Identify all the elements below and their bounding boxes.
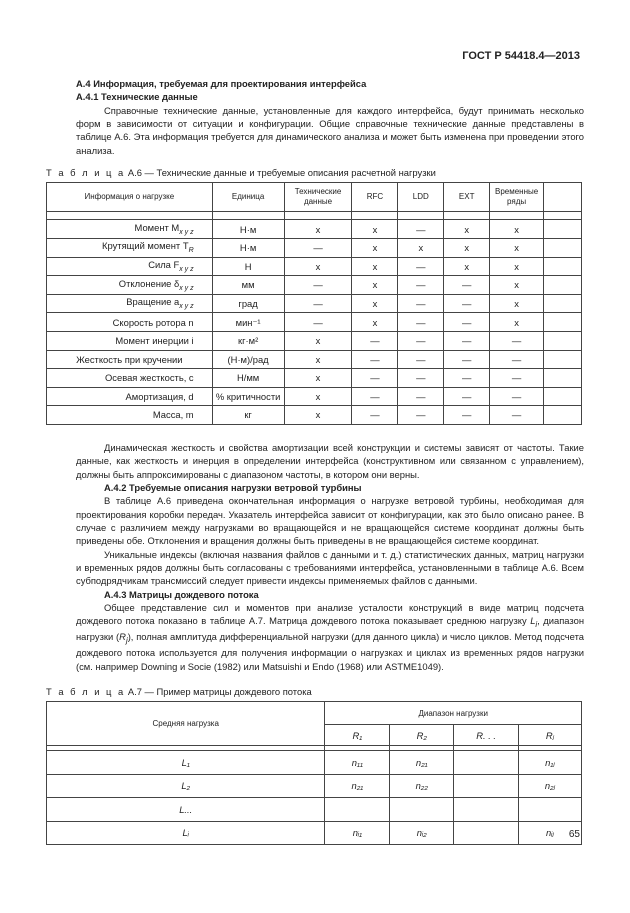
table-a6-cell: — (398, 257, 444, 276)
table-a6-body (47, 212, 582, 425)
table-a6-header-row (47, 183, 582, 212)
table-a6-empty-cell (544, 331, 582, 350)
table-a6-cell: — (352, 369, 398, 388)
section-a4-title: А.4 Информация, требуемая для проектирования интерфейса (76, 78, 367, 89)
table-a6-cell: — (352, 387, 398, 406)
table-a7-header-row (47, 702, 582, 725)
table-a6-caption-prefix: Т а б л и ц а (46, 167, 126, 179)
table-a7-header-mean-load: Средняя нагрузка (47, 702, 325, 746)
table-a7-header-load-range: Диапазон нагрузки (325, 702, 582, 725)
table-a7-cell: n₂ⱼ (519, 774, 582, 798)
table-a7-cell (454, 751, 519, 775)
table-a7-row (47, 751, 582, 775)
table-a7-cell: n₁ⱼ (519, 751, 582, 775)
table-a6-cell: — (398, 276, 444, 295)
table-a6-label-cell (47, 276, 213, 295)
page-number: 65 (568, 829, 580, 840)
table-a6-empty-cell (544, 257, 582, 276)
table-a6-cell: — (284, 294, 352, 313)
table-a6-label-subscript: x y z (179, 265, 194, 273)
table-a6-cell: x (284, 220, 352, 239)
page-content (46, 77, 584, 845)
table-a6-caption-text: А.6 — Технические данные и требуемые описания расчетной нагрузки (125, 167, 436, 179)
table-a6-caption (46, 166, 584, 179)
table-a6-cell: x (444, 257, 490, 276)
table-a6-header: EXT (444, 183, 490, 212)
table-a7-col: Rⱼ (519, 725, 582, 746)
table-a6-cell: — (444, 276, 490, 295)
table-a7-cell: n₁₁ (325, 751, 390, 775)
table-a7-label: L₁ (47, 751, 325, 775)
table-a6-cell: x (284, 369, 352, 388)
table-a6-empty-cell (544, 239, 582, 258)
table-a7-row (47, 821, 582, 845)
table-a6-cell: x (352, 239, 398, 258)
table-a6-cell: x (490, 257, 544, 276)
table-a6-label-cell (47, 406, 213, 425)
after-a6-paragraph: Динамическая жесткость и свойства амортизации всей конструкции и системы зависят от частоты. Такие данные, как жесткость и инерция в определении интерфейса (конструктивном или связанном с управлением), должны быть аппроксимированы с диапазоном частоты, в котором они верны. (76, 441, 584, 480)
table-a7 (46, 701, 582, 845)
table-a6-cell: — (444, 313, 490, 332)
table-a6-cell: x (284, 387, 352, 406)
table-a6-header: Единица (212, 183, 284, 212)
table-a6-label: Жесткость при кручении (76, 353, 183, 365)
section-a42-paragraph-1: В таблице А.6 приведена окончательная информация о нагрузке ветровой турбины, необходимая для проектирования коробки передач. Указатель интерфейса зависит от конфигурации, как это было описано ранее. В случае с различием между нагрузками во вращающейся и не вращающейся системе координат должны быть приведены обе. Отклонения и вращения должны быть приведены в не вращающейся системе координат. (76, 495, 584, 547)
section-a41-paragraph: Справочные технические данные, установленные для каждого интерфейса, будут принимать несколько форм в зависимости от ситуации и конфигурации. Общие справочные технические данные представлены в таблице А.6. Эта информация требуется для динамического анализа и может быть изменена при проведении этого анализа. (76, 104, 584, 156)
table-a6-unit: кг (212, 406, 284, 425)
table-a6-cell: — (490, 369, 544, 388)
table-a6-row (47, 369, 582, 388)
table-a6-cell: — (444, 387, 490, 406)
table-a7-cell: n₂₁ (390, 751, 454, 775)
table-a6-empty-cell (544, 220, 582, 239)
table-a6-cell: — (398, 313, 444, 332)
table-a7-row (47, 798, 582, 822)
table-a6-cell: — (490, 387, 544, 406)
table-a6-label: Момент M (134, 221, 180, 233)
table-a6-cell: — (490, 350, 544, 369)
table-a6-spacer-row (47, 212, 582, 220)
table-a6-row (47, 331, 582, 350)
table-a6-header: Технические данные (284, 183, 352, 212)
table-a6-cell: — (444, 331, 490, 350)
table-a6-cell: — (398, 220, 444, 239)
table-a6-cell: x (490, 239, 544, 258)
table-a7-caption (46, 685, 584, 698)
table-a6-cell: — (284, 239, 352, 258)
table-a6-cell: — (444, 350, 490, 369)
table-a6-unit: мин⁻¹ (212, 313, 284, 332)
table-a6-cell: — (284, 276, 352, 295)
table-a7-cell: nᵢⱼ (519, 821, 582, 845)
table-a6-cell: x (352, 294, 398, 313)
table-a7-label: L₂ (47, 774, 325, 798)
table-a6-label: Масса, m (152, 409, 194, 421)
table-a6-header: Информация о нагрузке (47, 183, 213, 212)
table-a6-cell: — (284, 313, 352, 332)
table-a6-cell: x (490, 220, 544, 239)
table-a7-cell (390, 798, 454, 822)
table-a6-unit: кг·м² (212, 331, 284, 350)
table-a6-empty-cell (544, 387, 582, 406)
table-a6-cell: x (352, 313, 398, 332)
table-a6-cell: — (444, 369, 490, 388)
table-a6-cell: x (352, 257, 398, 276)
table-a6-empty-cell (544, 350, 582, 369)
table-a6-row (47, 387, 582, 406)
table-a7-cell (454, 798, 519, 822)
table-a6-empty-cell (544, 294, 582, 313)
table-a6-cell: x (444, 220, 490, 239)
table-a6-unit: Н·м (212, 239, 284, 258)
table-a6-label-cell (47, 350, 213, 369)
table-a6-unit: Н/мм (212, 369, 284, 388)
table-a6-row (47, 294, 582, 313)
table-a6-row (47, 313, 582, 332)
table-a6-unit: (Н·м)/рад (212, 350, 284, 369)
table-a6-row (47, 276, 582, 295)
table-a7-cell: nᵢ₁ (325, 821, 390, 845)
table-a6-cell: x (490, 276, 544, 295)
section-a42-title: А.4.2 Требуемые описания нагрузки ветровой турбины (104, 481, 362, 493)
table-a6-unit: Н·м (212, 220, 284, 239)
table-a7-label: L... (47, 798, 325, 822)
section-a43-paragraph: Общее представление сил и моментов при анализе усталости конструкций в виде матриц подсчета дождевого потока показано в таблице А.7. Матрица дождевого потока показывает среднюю нагрузку $L_i$, диапазон нагрузки $(R_j)$, полная амплитуда дифференциальной нагрузки (для данного цикла) и число циклов. Метод подсчета дождевого потока используется для получения информации о нагрузках и циклах из временных рядов нагрузки (см. например Downing и Socie (1982) или Matsuishi и Endo (1968) или ASTME1049). (76, 602, 584, 672)
table-a7-cell: n₂₂ (390, 774, 454, 798)
section-a41-title: А.4.1 Технические данные (76, 91, 198, 103)
table-a6-empty-cell (544, 276, 582, 295)
table-a6-cell: x (284, 331, 352, 350)
table-a7-row (47, 774, 582, 798)
table-a6-label-subscript: x y z (179, 284, 194, 292)
table-a6-row (47, 350, 582, 369)
table-a6-cell: x (490, 313, 544, 332)
table-a6-label-cell (47, 257, 213, 276)
table-a6-cell: — (398, 350, 444, 369)
table-a6 (46, 182, 582, 425)
table-a6-label-subscript: R (188, 247, 194, 255)
table-a6-row (47, 257, 582, 276)
table-a7-cell (325, 798, 390, 822)
table-a7-cell (454, 774, 519, 798)
document-code: ГОСТ Р 54418.4—2013 (462, 50, 580, 62)
table-a6-row (47, 239, 582, 258)
table-a6-empty-cell (544, 406, 582, 425)
table-a6-cell: x (352, 276, 398, 295)
table-a6-cell: — (444, 406, 490, 425)
table-a6-unit: град (212, 294, 284, 313)
table-a7-cell: n₂₁ (325, 774, 390, 798)
table-a6-cell: — (398, 406, 444, 425)
table-a6-unit: мм (212, 276, 284, 295)
table-a6-cell: — (398, 387, 444, 406)
table-a6-cell: — (444, 294, 490, 313)
table-a6-label-cell (47, 387, 213, 406)
table-a6-label-cell (47, 331, 213, 350)
table-a6-cell: — (352, 350, 398, 369)
table-a7-col: R₁ (325, 725, 390, 746)
table-a6-cell: — (352, 331, 398, 350)
table-a6-label-subscript: x y z (179, 303, 194, 311)
table-a6-header: LDD (398, 183, 444, 212)
section-a42-paragraph-2: Уникальные индексы (включая названия файлов с данными и т. д.) статистических данных, матриц нагрузки и временных рядов должны быть согласованы с требованиями интерфейса, установленными в таблице А.6. Всем субподрядчикам трансмиссий следует привести индексы применяемых файлов с данными. (76, 548, 584, 587)
table-a7-body (47, 746, 582, 845)
table-a6-cell: x (352, 220, 398, 239)
table-a6-cell: x (284, 257, 352, 276)
table-a6-cell: x (490, 294, 544, 313)
table-a6-label-cell (47, 313, 213, 332)
table-a6-cell: — (398, 369, 444, 388)
table-a6-label: Сила F (148, 258, 180, 270)
table-a6-unit: % критичности (212, 387, 284, 406)
table-a6-cell: x (398, 239, 444, 258)
table-a6-cell: — (490, 331, 544, 350)
section-a43-title: А.4.3 Матрицы дождевого потока (104, 588, 259, 600)
table-a6-cell: — (490, 406, 544, 425)
table-a6-label: Отклонение δ (118, 277, 180, 289)
table-a6-cell: — (398, 331, 444, 350)
table-a7-cell (519, 798, 582, 822)
table-a6-cell: x (284, 350, 352, 369)
table-a6-empty-cell (544, 369, 582, 388)
table-a6-header-empty (544, 183, 582, 212)
table-a6-label: Осевая жесткость, с (105, 372, 194, 384)
table-a6-cell: — (352, 406, 398, 425)
table-a7-col: R. . . (454, 725, 519, 746)
table-a6-row (47, 220, 582, 239)
table-a6-label-cell (47, 294, 213, 313)
table-a6-label-cell (47, 239, 213, 258)
table-a6-cell: x (444, 239, 490, 258)
table-a6-label: Амортизация, d (125, 390, 194, 402)
table-a6-header: Временные ряды (490, 183, 544, 212)
table-a7-caption-text: А.7 — Пример матрицы дождевого потока (125, 686, 312, 698)
table-a6-label: Крутящий момент T (102, 240, 189, 252)
table-a6-label-cell (47, 220, 213, 239)
table-a6-label: Скорость ротора n (112, 316, 194, 328)
table-a7-cell: nᵢ₂ (390, 821, 454, 845)
table-a6-label: Вращение a (126, 296, 180, 308)
table-a6-cell: — (398, 294, 444, 313)
table-a6-row (47, 406, 582, 425)
table-a6-label: Момент инерции i (115, 335, 194, 347)
table-a6-cell: x (284, 406, 352, 425)
table-a6-empty-cell (544, 313, 582, 332)
table-a7-caption-prefix: Т а б л и ц а (46, 686, 126, 698)
table-a7-cell (454, 821, 519, 845)
table-a7-label: Lᵢ (47, 821, 325, 845)
table-a6-label-subscript: x y z (179, 228, 194, 236)
table-a7-col: R₂ (390, 725, 454, 746)
table-a6-label-cell (47, 369, 213, 388)
table-a6-unit: Н (212, 257, 284, 276)
table-a6-header: RFC (352, 183, 398, 212)
